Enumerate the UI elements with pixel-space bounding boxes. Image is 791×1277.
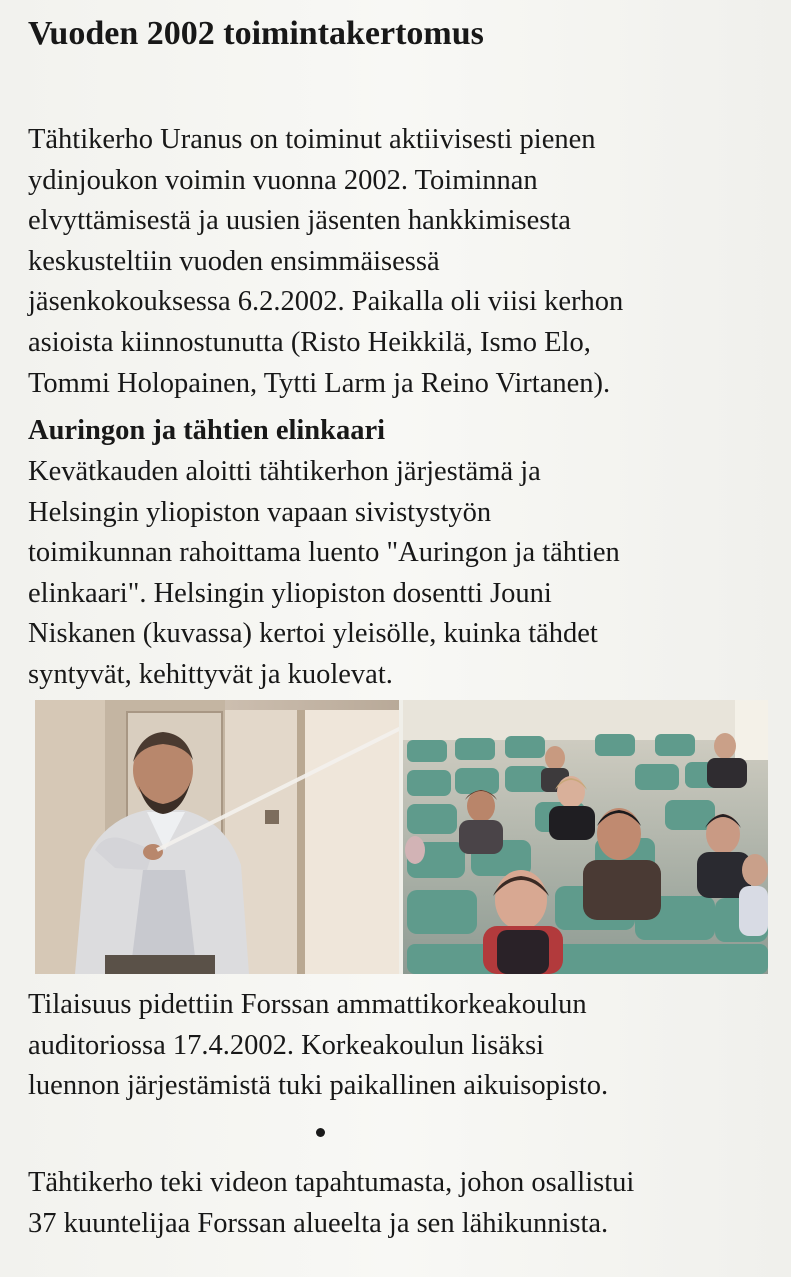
video-line: 37 kuuntelijaa Forssan alueelta ja sen lähikunnista. [28,1207,609,1239]
lecture-line: toimikunnan rahoittama luento "Auringon ja tähtien [28,537,620,569]
intro-line: asioista kiinnostunutta (Risto Heikkilä, Ismo Elo, [28,326,591,358]
intro-line: Tommi Holopainen, Tytti Larm ja Reino Virtanen). [28,367,611,399]
lecture-line: elinkaari". Helsingin yliopiston dosentti Jouni [28,577,552,609]
intro-line: ydinjoukon voimin vuonna 2002. Toiminnan [28,164,538,196]
bullet-separator [316,1128,325,1137]
lecture-line: Kevätkauden aloitti tähtikerhon järjestämä ja [28,456,541,487]
intro-paragraph [28,120,623,404]
intro-line: elvyttämisestä ja uusien jäsenten hankkimisesta [28,205,571,237]
lecture-paragraph [28,452,620,696]
venue-line: auditoriossa 17.4.2002. Korkeakoulun lisäksi [28,1029,545,1061]
lecture-line: Niskanen (kuvassa) kertoi yleisölle, kuinka tähdet [28,618,598,650]
lecture-line: syntyvät, kehittyvät ja kuolevat. [28,658,393,690]
venue-paragraph [28,985,608,1107]
venue-line: luennon järjestämistä tuki paikallinen aikuisopisto. [28,1070,609,1102]
venue-line: Tilaisuus pidettiin Forssan ammattikorkeakoulun [28,989,587,1020]
intro-line: Tähtikerho Uranus on toiminut aktiivisesti pienen [28,124,596,155]
video-line: Tähtikerho teki videon tapahtumasta, johon osallistui [28,1167,635,1198]
section-heading: Auringon ja tähtien elinkaari [28,415,386,446]
intro-line: jäsenkokouksessa 6.2.2002. Paikalla oli viisi kerhon [28,286,624,318]
lecture-line: Helsingin yliopiston vapaan sivistystyön [28,496,492,528]
intro-line: keskusteltiin vuoden ensimmäisessä [28,245,440,277]
page-title: Vuoden 2002 toimintakertomus [28,15,484,52]
lecture-photo [35,700,768,974]
video-paragraph [28,1163,634,1244]
